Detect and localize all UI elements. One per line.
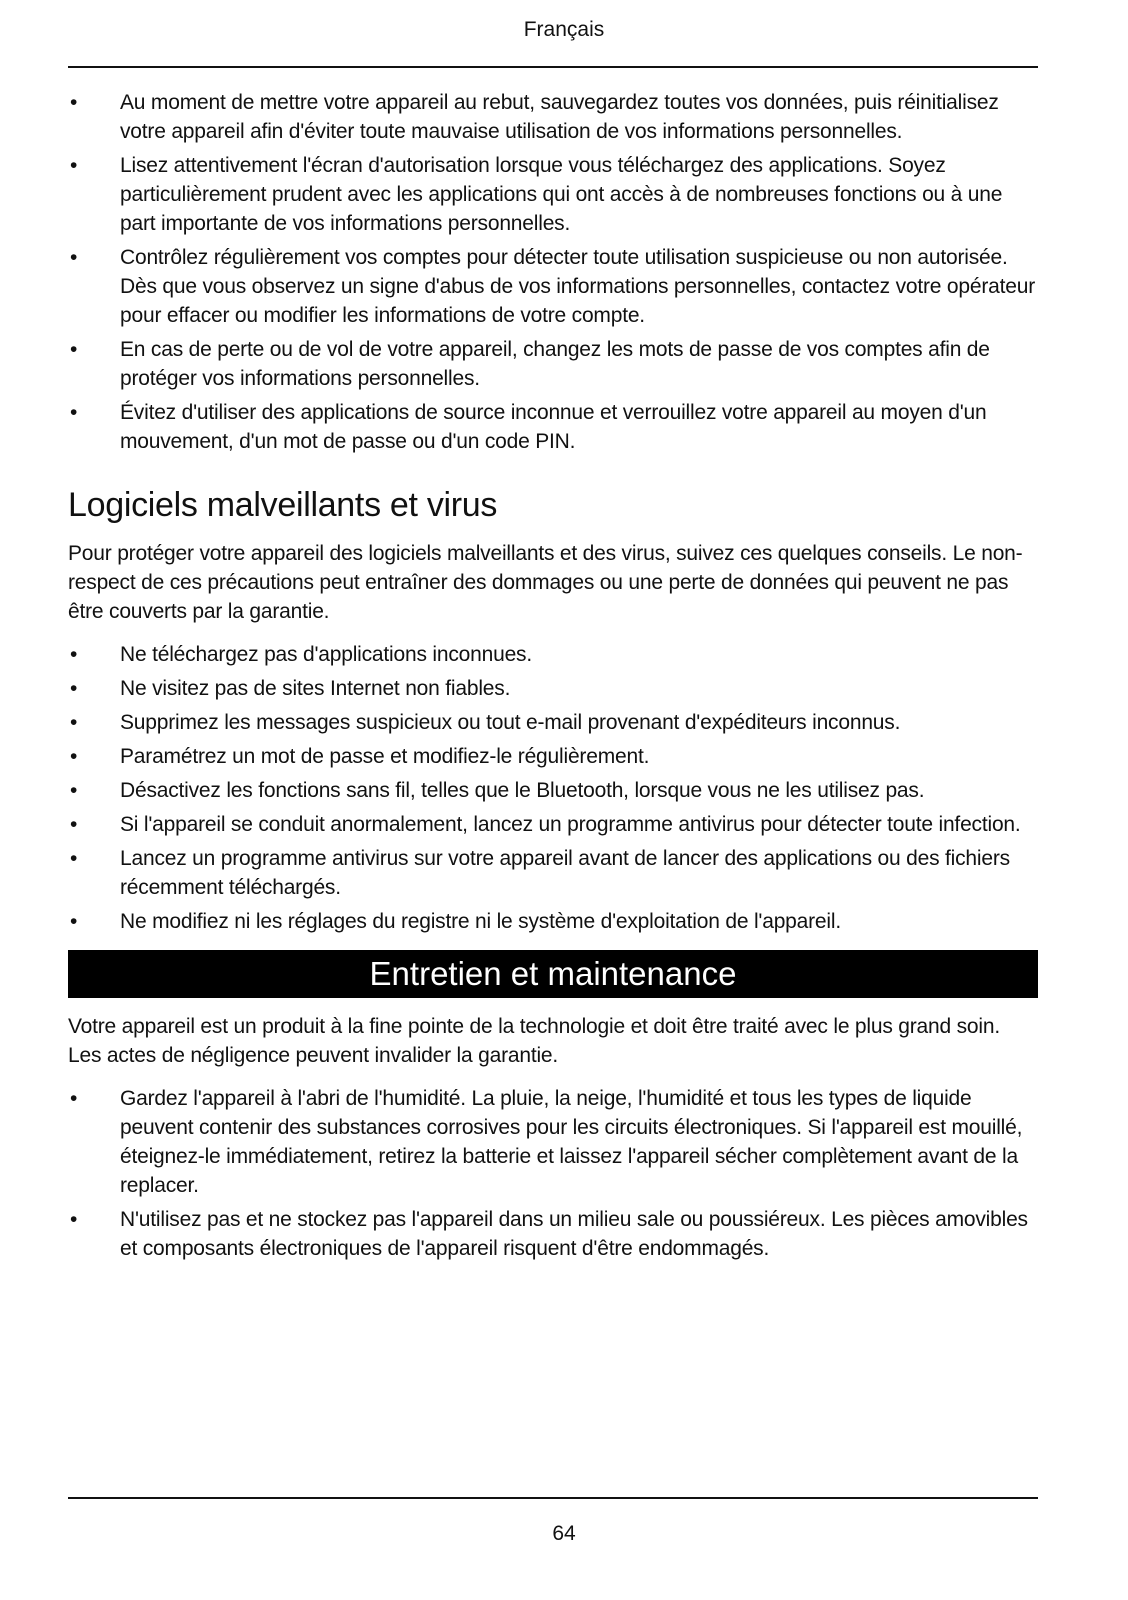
list-item-text: Désactivez les fonctions sans fil, telles que le Bluetooth, lorsque vous ne les utilisez pas. — [120, 779, 925, 802]
list-item-text: Ne téléchargez pas d'applications inconnues. — [120, 643, 532, 666]
list-item-text: Lisez attentivement l'écran d'autorisation lorsque vous téléchargez des applications. Soyez particulièrement prudent avec les applications qui ont accès à de nombreuses fonctions ou à une part importante de vos informations personnelles. — [120, 154, 1003, 235]
footer-rule — [68, 1497, 1038, 1499]
list-item-text: Si l'appareil se conduit anormalement, lancez un programme antivirus pour détecter toute infection. — [120, 813, 1021, 836]
list-item — [68, 1084, 1038, 1200]
malware-list — [68, 640, 1038, 936]
header-language: Français — [523, 18, 605, 41]
list-item-text: Contrôlez régulièrement vos comptes pour détecter toute utilisation suspicieuse ou non autorisée. Dès que vous observez un signe d'abus de vos informations personnelles, contactez votre opérateur pour effacer ou modifier les informations de votre compte. — [120, 246, 1035, 327]
bullet-icon: • — [70, 779, 78, 802]
list-item-text: Ne modifiez ni les réglages du registre ni le système d'exploitation de l'appareil. — [120, 910, 841, 933]
privacy-list — [68, 88, 1038, 456]
list-item — [68, 674, 1038, 703]
bullet-icon: • — [70, 677, 78, 700]
bullet-icon: • — [70, 1208, 78, 1231]
bullet-icon: • — [70, 154, 78, 177]
list-item — [68, 398, 1038, 456]
bullet-icon: • — [70, 711, 78, 734]
list-item — [68, 844, 1038, 902]
list-item — [68, 1205, 1038, 1263]
list-item-text: Paramétrez un mot de passe et modifiez-le régulièrement. — [120, 745, 650, 768]
bullet-icon: • — [70, 401, 78, 424]
list-item-text: En cas de perte ou de vol de votre appareil, changez les mots de passe de vos comptes afin de protéger vos informations personnelles. — [120, 338, 990, 390]
list-item — [68, 640, 1038, 669]
list-item-text: Évitez d'utiliser des applications de source inconnue et verrouillez votre appareil au moyen d'un mouvement, d'un mot de passe ou d'un code PIN. — [120, 401, 987, 453]
list-item — [68, 742, 1038, 771]
list-item-text: Lancez un programme antivirus sur votre appareil avant de lancer des applications ou des fichiers récemment téléchargés. — [120, 847, 1010, 899]
list-item-text: Ne visitez pas de sites Internet non fiables. — [120, 677, 511, 700]
list-item — [68, 335, 1038, 393]
bullet-icon: • — [70, 338, 78, 361]
bullet-icon: • — [70, 813, 78, 836]
bullet-icon: • — [70, 847, 78, 870]
list-item — [68, 151, 1038, 238]
list-item — [68, 810, 1038, 839]
bullet-icon: • — [70, 91, 78, 114]
list-item-text: N'utilisez pas et ne stockez pas l'appareil dans un milieu sale ou poussiéreux. Les pièces amovibles et composants électroniques de l'appareil risquent d'être endommagés. — [120, 1208, 1028, 1260]
list-item-text: Au moment de mettre votre appareil au rebut, sauvegardez toutes vos données, puis réinitialisez votre appareil afin d'éviter toute mauvaise utilisation de vos informations personnelles. — [120, 91, 999, 143]
list-item — [68, 88, 1038, 146]
list-item — [68, 243, 1038, 330]
malware-intro: Pour protéger votre appareil des logiciels malveillants et des virus, suivez ces quelques conseils. Le non-respect de ces précautions peut entraîner des dommages ou une perte de données qui peuvent ne pas être couverts par la garantie. — [68, 542, 1023, 623]
header-rule — [68, 66, 1038, 68]
list-item-text: Supprimez les messages suspicieux ou tout e-mail provenant d'expéditeurs inconnus. — [120, 711, 901, 734]
maintenance-list — [68, 1084, 1038, 1263]
bullet-icon: • — [70, 246, 78, 269]
bullet-icon: • — [70, 910, 78, 933]
page-number: 64 — [552, 1522, 576, 1545]
bullet-icon: • — [70, 643, 78, 666]
page-content — [68, 88, 1038, 1268]
section-heading-maintenance: Entretien et maintenance — [68, 950, 1038, 998]
bullet-icon: • — [70, 1087, 78, 1110]
bullet-icon: • — [70, 745, 78, 768]
section-heading-malware: Logiciels malveillants et virus — [68, 486, 498, 524]
list-item — [68, 708, 1038, 737]
list-item-text: Gardez l'appareil à l'abri de l'humidité. La pluie, la neige, l'humidité et tous les types de liquide peuvent contenir des substances corrosives pour les circuits électroniques. Si l'appareil est mouillé, éteignez-le immédiatement, retirez la batterie et laissez l'appareil sécher complètement avant de la replacer. — [120, 1087, 1023, 1197]
list-item — [68, 907, 1038, 936]
list-item — [68, 776, 1038, 805]
maintenance-intro: Votre appareil est un produit à la fine pointe de la technologie et doit être traité avec le plus grand soin. Les actes de négligence peuvent invalider la garantie. — [68, 1015, 1000, 1067]
